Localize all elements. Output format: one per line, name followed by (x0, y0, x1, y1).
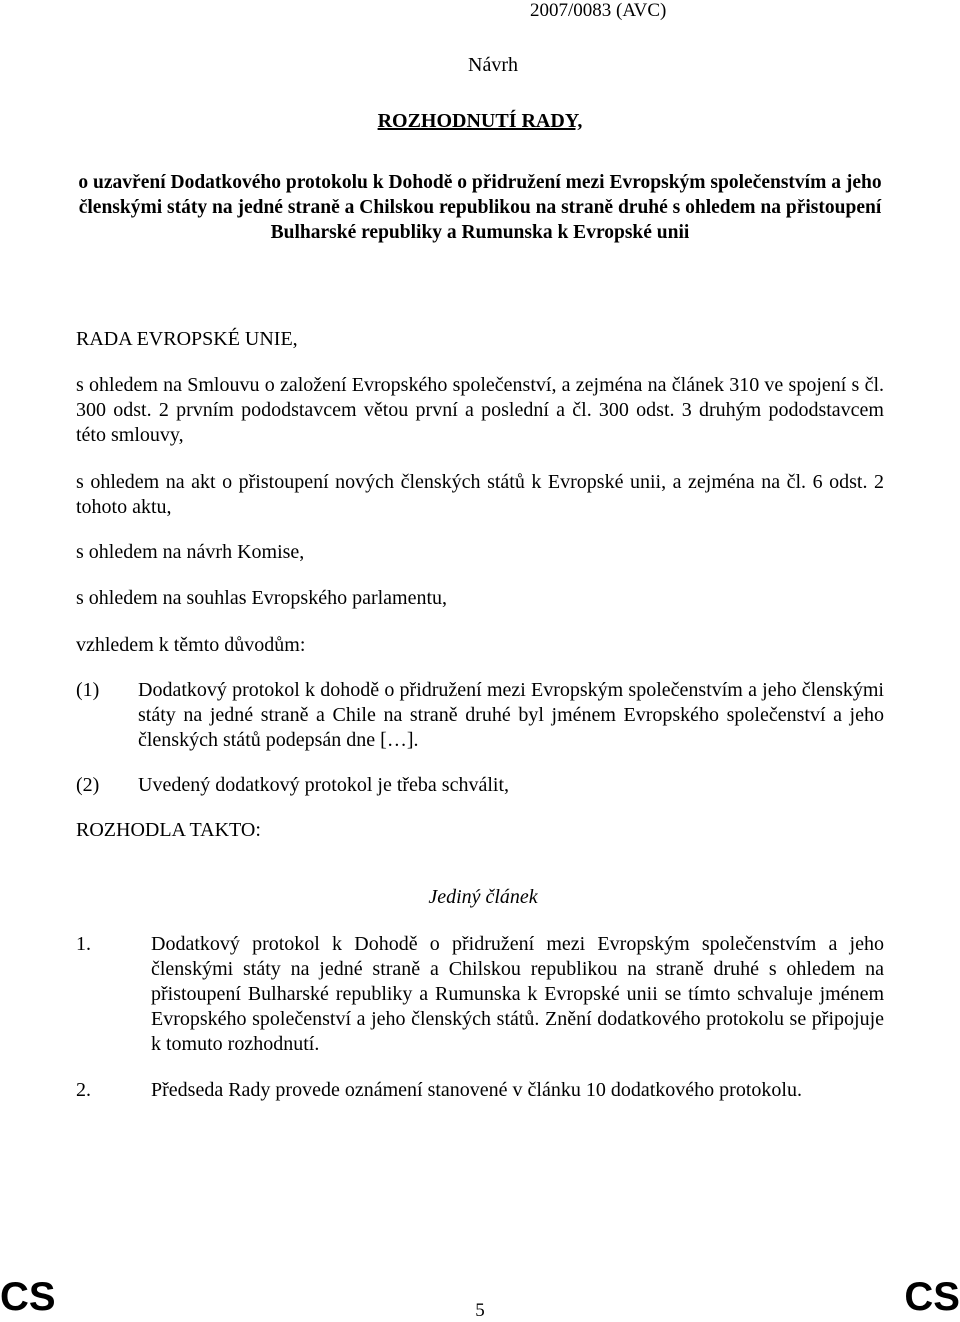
council-heading: RADA EVROPSKÉ UNIE, (76, 328, 298, 350)
consideration-accession-act: s ohledem na akt o přistoupení nových členských států k Evropské unii, a zejména na čl. 6 odst. 2 tohoto aktu, (76, 471, 884, 518)
document-subtitle: o uzavření Dodatkového protokolu k Dohodě o přidružení mezi Evropským společenstvím a jeho členskými státy na jedné straně a Chilskou republikou na straně druhé s ohledem na přistoupení Bulharské republiky a Rumunska k Evropské unii (78, 172, 882, 243)
article-title: Jediný článek (428, 886, 538, 908)
whereas-intro: vzhledem k těmto důvodům: (76, 634, 306, 656)
draft-label: Návrh (468, 54, 518, 76)
consideration-commission-proposal: s ohledem na návrh Komise, (76, 541, 305, 563)
article-paragraph-1 (76, 932, 884, 1057)
document-title: ROZHODNUTÍ RADY, (377, 110, 583, 132)
article-paragraph-2 (76, 1078, 884, 1103)
recital-text: Uvedený dodatkový protokol je třeba schválit, (138, 774, 510, 796)
recital-2 (76, 773, 884, 798)
recital-text: Dodatkový protokol k dohodě o přidružení mezi Evropským společenstvím a jeho členskými státy na jedné straně a Chile na straně druhé byl jménem Evropského společenství a jeho členských států podepsán dne […]. (138, 679, 884, 751)
article-paragraph-text: Předseda Rady provede oznámení stanovené v článku 10 dodatkového protokolu. (151, 1079, 802, 1101)
consideration-parliament-assent: s ohledem na souhlas Evropského parlamentu, (76, 587, 448, 609)
article-paragraph-number: 2. (76, 1079, 91, 1101)
article-paragraph-number: 1. (76, 933, 91, 955)
recital-number: (1) (76, 679, 100, 701)
language-code-right: CS (904, 1275, 960, 1319)
consideration-treaty: s ohledem na Smlouvu o založení Evropského společenství, a zejména na článek 310 ve spojení s čl. 300 odst. 2 prvním pododstavcem větou první a poslední a čl. 300 odst. 3 druhým pododstavcem této smlouvy, (76, 374, 884, 446)
page-number: 5 (475, 1300, 485, 1321)
language-code-left: CS (0, 1275, 56, 1319)
document-reference: 2007/0083 (AVC) (530, 0, 667, 21)
recital-number: (2) (76, 774, 100, 796)
recital-1 (76, 678, 884, 753)
decision-heading: ROZHODLA TAKTO: (76, 819, 261, 841)
article-paragraph-text: Dodatkový protokol k Dohodě o přidružení mezi Evropským společenstvím a jeho členskými státy na jedné straně a Chilskou republikou na straně druhé s ohledem na přistoupení Bulharské republiky a Rumunska k Evropské unii se tímto schvaluje jménem Evropského společenství a jeho členských států. Znění dodatkového protokolu se připojuje k tomuto rozhodnutí. (151, 933, 884, 1055)
